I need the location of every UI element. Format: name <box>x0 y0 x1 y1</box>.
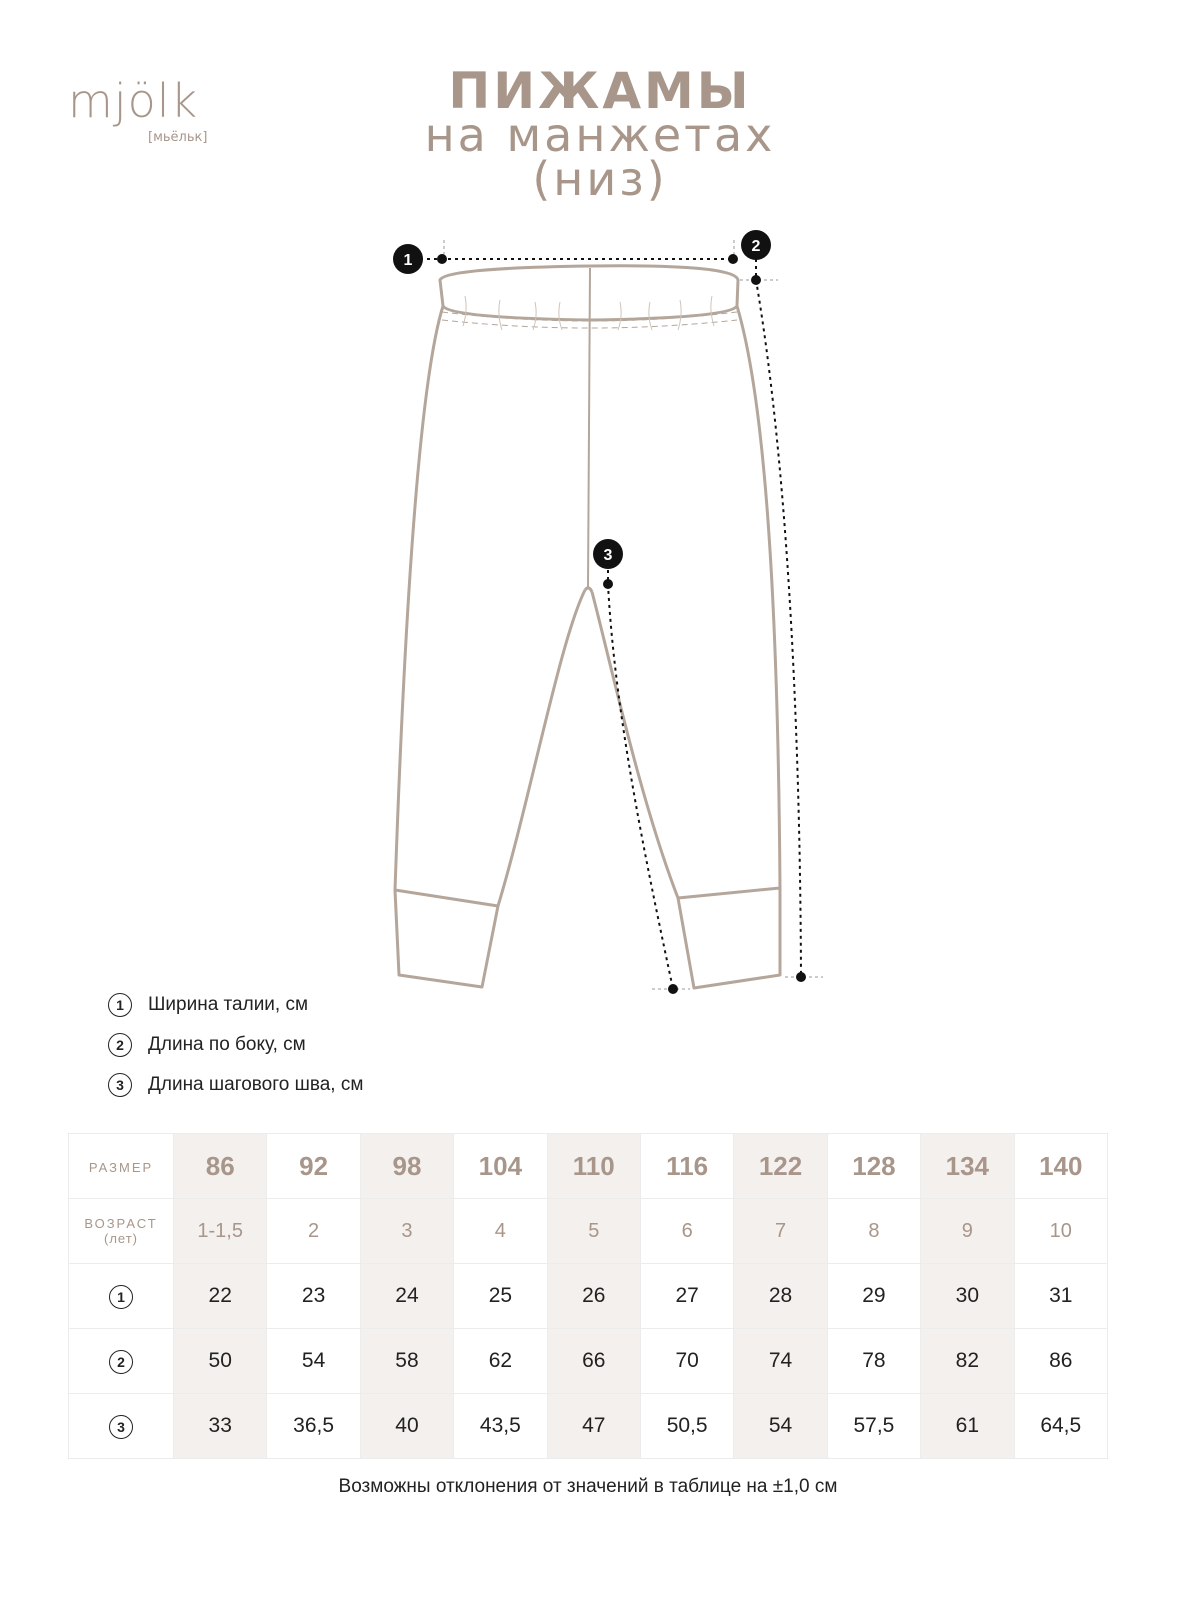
brand-transliteration: [мьёльк] <box>148 130 208 145</box>
number-2-icon: 2 <box>109 1350 133 1374</box>
legend-label: Длина по боку, см <box>148 1034 306 1055</box>
value-cell: 61 <box>921 1394 1014 1459</box>
tolerance-note: Возможны отклонения от значений в таблице на ±1,0 см <box>338 1476 838 1497</box>
value-cell: 30 <box>921 1264 1014 1329</box>
center-seam <box>588 268 590 588</box>
legend-number-3-icon: 3 <box>108 1073 132 1097</box>
value-cell: 66 <box>547 1329 640 1394</box>
legend-number-2-icon: 2 <box>108 1033 132 1057</box>
value-cell: 23 <box>267 1264 360 1329</box>
page-title: ПИЖАМЫ <box>448 62 752 120</box>
pants-diagram <box>0 220 1200 1010</box>
legend-label: Ширина талии, см <box>148 994 309 1015</box>
value-cell: 25 <box>454 1264 547 1329</box>
number-1-icon: 1 <box>109 1285 133 1309</box>
age-cell: 2 <box>267 1199 360 1264</box>
age-cell: 4 <box>454 1199 547 1264</box>
measure-line-3 <box>593 539 690 994</box>
age-cell: 5 <box>547 1199 640 1264</box>
value-cell: 54 <box>734 1394 827 1459</box>
value-cell: 28 <box>734 1264 827 1329</box>
value-cell: 33 <box>174 1394 267 1459</box>
size-cell: 134 <box>921 1134 1014 1199</box>
size-table <box>68 1133 1108 1459</box>
age-cell: 7 <box>734 1199 827 1264</box>
measure-row-header <box>69 1329 174 1394</box>
value-cell: 70 <box>640 1329 733 1394</box>
measurement-legend <box>108 985 363 1105</box>
legend-label: Длина шагового шва, см <box>148 1074 364 1095</box>
value-cell: 31 <box>1014 1264 1107 1329</box>
value-cell: 50 <box>174 1329 267 1394</box>
value-cell: 64,5 <box>1014 1394 1107 1459</box>
value-cell: 27 <box>640 1264 733 1329</box>
age-cell: 9 <box>921 1199 1014 1264</box>
value-cell: 74 <box>734 1329 827 1394</box>
size-cell: 98 <box>360 1134 453 1199</box>
marker-1-label: 1 <box>403 252 413 269</box>
marker-2-label: 2 <box>751 238 761 255</box>
pants-outline <box>395 266 780 988</box>
size-cell: 110 <box>547 1134 640 1199</box>
value-cell: 47 <box>547 1394 640 1459</box>
value-cell: 58 <box>360 1329 453 1394</box>
page-subtitle: на манжетах <box>424 108 776 162</box>
legend-number-1-icon: 1 <box>108 993 132 1017</box>
age-row-header: ВОЗРАСТ (лет) <box>69 1199 174 1264</box>
value-cell: 78 <box>827 1329 920 1394</box>
value-cell: 82 <box>921 1329 1014 1394</box>
page-subtitle-note: (низ) <box>532 152 668 206</box>
measure-row-header <box>69 1394 174 1459</box>
measure-row-1 <box>69 1264 1108 1329</box>
legend-item <box>108 1065 363 1105</box>
size-cell: 86 <box>174 1134 267 1199</box>
value-cell: 36,5 <box>267 1394 360 1459</box>
value-cell: 24 <box>360 1264 453 1329</box>
value-cell: 22 <box>174 1264 267 1329</box>
marker-3-label: 3 <box>603 547 613 564</box>
size-cell: 140 <box>1014 1134 1107 1199</box>
age-cell: 8 <box>827 1199 920 1264</box>
value-cell: 86 <box>1014 1329 1107 1394</box>
brand-name: mjölk <box>68 74 199 128</box>
measure-row-3 <box>69 1394 1108 1459</box>
size-row <box>69 1134 1108 1199</box>
value-cell: 62 <box>454 1329 547 1394</box>
size-cell: 92 <box>267 1134 360 1199</box>
age-cell: 6 <box>640 1199 733 1264</box>
measure-row-header <box>69 1264 174 1329</box>
age-cell: 3 <box>360 1199 453 1264</box>
value-cell: 54 <box>267 1329 360 1394</box>
value-cell: 26 <box>547 1264 640 1329</box>
value-cell: 29 <box>827 1264 920 1329</box>
size-cell: 128 <box>827 1134 920 1199</box>
age-row <box>69 1199 1108 1264</box>
value-cell: 50,5 <box>640 1394 733 1459</box>
measure-line-1 <box>393 240 738 274</box>
age-cell: 1-1,5 <box>174 1199 267 1264</box>
value-cell: 57,5 <box>827 1394 920 1459</box>
legend-item <box>108 985 363 1025</box>
age-cell: 10 <box>1014 1199 1107 1264</box>
measure-row-2 <box>69 1329 1108 1394</box>
size-cell: 104 <box>454 1134 547 1199</box>
value-cell: 43,5 <box>454 1394 547 1459</box>
number-3-icon: 3 <box>109 1415 133 1439</box>
measure-line-2 <box>740 230 823 982</box>
value-cell: 40 <box>360 1394 453 1459</box>
size-cell: 116 <box>640 1134 733 1199</box>
legend-item <box>108 1025 363 1065</box>
size-row-header: РАЗМЕР <box>69 1134 174 1199</box>
size-cell: 122 <box>734 1134 827 1199</box>
